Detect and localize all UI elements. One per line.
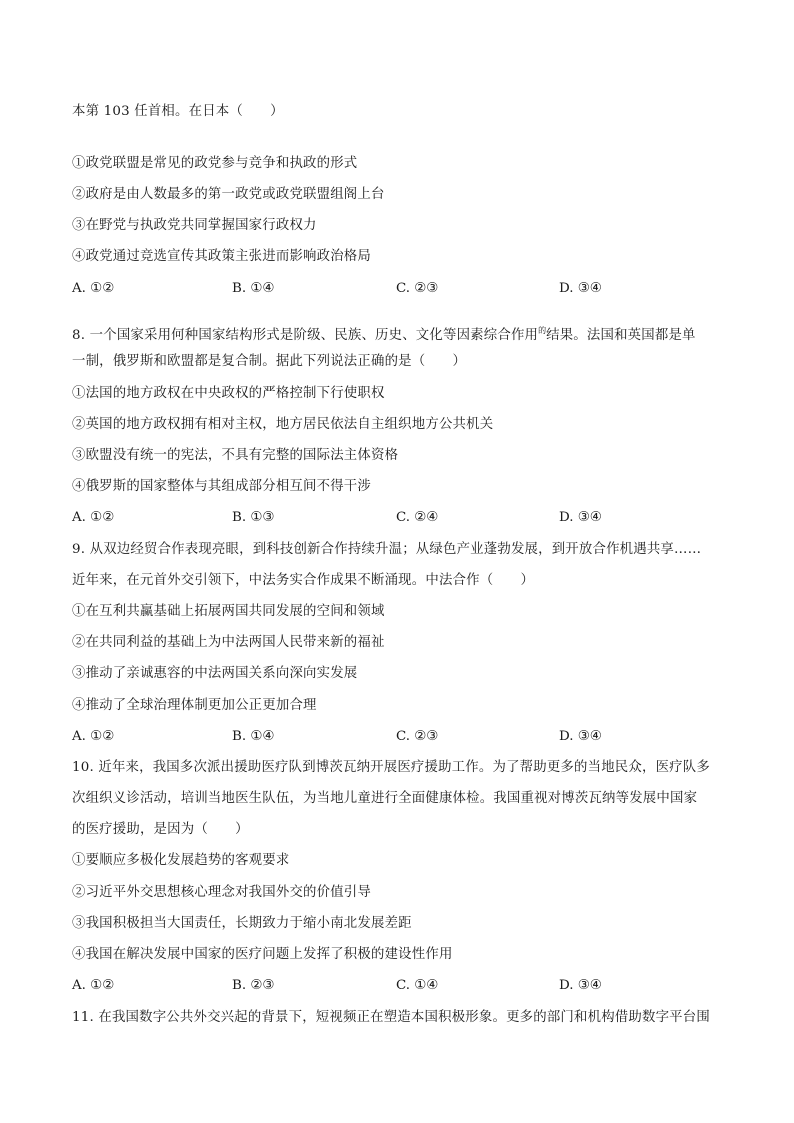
q9-stem-line-1: 9. 从双边经贸合作表现亮眼，到科技创新合作持续升温；从绿色产业蓬勃发展，到开放合作机遇共享…… bbox=[72, 542, 702, 557]
q8-option-2: ②英国的地方政权拥有相对主权，地方居民依法自主组织地方公共机关 bbox=[72, 417, 494, 432]
q7-option-1: ①政党联盟是常见的政党参与竞争和执政的形式 bbox=[72, 156, 358, 171]
q7-option-2: ②政府是由人数最多的第一政党或政党联盟组阁上台 bbox=[72, 187, 385, 202]
q8-choice-a: A. ①② bbox=[72, 510, 115, 525]
q10-stem-line-1: 10. 近年来，我国多次派出援助医疗队到博茨瓦纳开展医疗援助工作。为了帮助更多的当地民众，医疗队多 bbox=[72, 760, 710, 775]
q10-stem-line-3: 的医疗援助，是因为（ ） bbox=[72, 822, 249, 837]
q9-choice-b: B. ①④ bbox=[232, 729, 275, 744]
q8-stem-text-b: 结果。法国和英国都是单 bbox=[546, 328, 696, 343]
q7-choice-a: A. ①② bbox=[72, 281, 115, 296]
q7-choice-b: B. ①④ bbox=[232, 281, 275, 296]
q8-choice-b: B. ①③ bbox=[232, 510, 275, 525]
q7-option-3: ③在野党与执政党共同掌握国家行政权力 bbox=[72, 218, 317, 233]
q8-choices bbox=[72, 509, 724, 527]
q10-option-4: ④我国在解决发展中国家的医疗问题上发挥了积极的建设性作用 bbox=[72, 947, 453, 962]
q10-choice-c: C. ①④ bbox=[396, 978, 439, 993]
q8-stem-text-a: 8. 一个国家采用何种国家结构形式是阶级、民族、历史、文化等因素综合作用 bbox=[72, 328, 539, 343]
q8-stem-superscript: 的 bbox=[538, 326, 547, 335]
q10-choice-d: D. ③④ bbox=[559, 978, 602, 993]
q10-choice-b: B. ②③ bbox=[232, 978, 275, 993]
q10-stem-line-2: 次组织义诊活动，培训当地医生队伍，为当地儿童进行全面健康体检。我国重视对博茨瓦纳等发展中国家 bbox=[72, 791, 698, 806]
q7-choices bbox=[72, 280, 724, 298]
q7-stem-tail: 本第 103 任首相。在日本（ ） bbox=[72, 104, 284, 119]
q8-option-1: ①法国的地方政权在中央政权的严格控制下行使职权 bbox=[72, 386, 385, 401]
q8-option-3: ③欧盟没有统一的宪法，不具有完整的国际法主体资格 bbox=[72, 448, 399, 463]
q10-choice-a: A. ①② bbox=[72, 978, 115, 993]
q10-option-3: ③我国积极担当大国责任，长期致力于缩小南北发展差距 bbox=[72, 916, 412, 931]
q9-option-4: ④推动了全球治理体制更加公正更加合理 bbox=[72, 698, 317, 713]
q10-option-2: ②习近平外交思想核心理念对我国外交的价值引导 bbox=[72, 885, 371, 900]
q9-choice-a: A. ①② bbox=[72, 729, 115, 744]
q9-choice-d: D. ③④ bbox=[559, 729, 602, 744]
q9-option-1: ①在互利共赢基础上拓展两国共同发展的空间和领域 bbox=[72, 604, 385, 619]
q7-option-4: ④政党通过竞选宣传其政策主张进而影响政治格局 bbox=[72, 249, 371, 264]
q10-choices bbox=[72, 977, 724, 995]
q9-option-3: ③推动了亲诚惠容的中法两国关系向深向实发展 bbox=[72, 666, 358, 681]
q7-choice-d: D. ③④ bbox=[559, 281, 602, 296]
q9-stem-line-2: 近年来，在元首外交引领下，中法务实合作成果不断涌现。中法合作（ ） bbox=[72, 573, 535, 588]
q10-option-1: ①要顺应多极化发展趋势的客观要求 bbox=[72, 853, 290, 868]
q8-choice-c: C. ②④ bbox=[396, 510, 439, 525]
q8-option-4: ④俄罗斯的国家整体与其组成部分相互间不得干涉 bbox=[72, 479, 371, 494]
q9-choices bbox=[72, 728, 724, 746]
q7-choice-c: C. ②③ bbox=[396, 281, 439, 296]
q9-option-2: ②在共同利益的基础上为中法两国人民带来新的福祉 bbox=[72, 635, 385, 650]
q9-choice-c: C. ②③ bbox=[396, 729, 439, 744]
q8-choice-d: D. ③④ bbox=[559, 510, 602, 525]
q8-stem-line-2: 一制，俄罗斯和欧盟都是复合制。据此下列说法正确的是（ ） bbox=[72, 354, 467, 369]
q11-stem-line-1: 11. 在我国数字公共外交兴起的背景下，短视频正在塑造本国积极形象。更多的部门和机构借助数字平台围 bbox=[72, 1010, 710, 1025]
q8-stem-line-1 bbox=[72, 322, 724, 345]
